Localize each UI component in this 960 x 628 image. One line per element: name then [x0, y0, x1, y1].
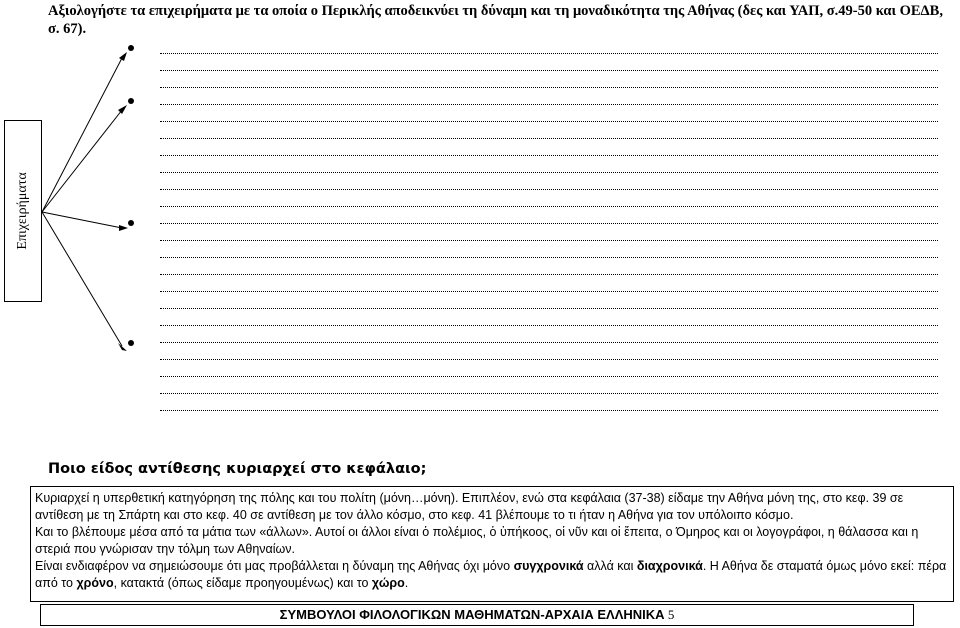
- arguments-label: Επιχειρήματα: [15, 172, 30, 250]
- answer-line[interactable]: [160, 410, 938, 411]
- bullet-2: [128, 98, 134, 104]
- answer-line[interactable]: [160, 393, 938, 394]
- answer-line[interactable]: [160, 138, 938, 139]
- answer-line[interactable]: [160, 308, 938, 309]
- answer-emphasis: συγχρονικά: [513, 559, 584, 573]
- answer-emphasis: χρόνο: [76, 576, 114, 590]
- bullet-3: [128, 220, 134, 226]
- answer-line[interactable]: [160, 240, 938, 241]
- answer-emphasis: διαχρονικά: [636, 559, 703, 573]
- answer-paragraph-2: Και το βλέπουμε μέσα από τα μάτια των «άλλων». Αυτοί οι άλλοι είναι ὁ πολέμιος, ὁ ὑπήκοος, οἱ νῦν και οἱ ἔπειτα, ο Όμηρος και οι λογογράφοι, η θάλασσα και η στεριά που γνώρισαν την τόλμη των Αθηναίων.: [35, 525, 919, 556]
- question-title: Ποιο είδος αντίθεσης κυριαρχεί στο κεφάλαιο;: [48, 461, 427, 477]
- answer-line[interactable]: [160, 53, 938, 54]
- answer-paragraph-1: Κυριαρχεί η υπερθετική κατηγόρηση της πόλης και του πολίτη (μόνη…μόνη). Επιπλέον, ενώ στα κεφάλαια (37-38) είδαμε την Αθήνα μόνη της, στο κεφ. 39 σε αντίθεση με τη Σπάρτη και στο κεφ. 40 σε αντίθεση με τον άλλο κόσμο, στο κεφ. 41 βλέπουμε το τι ήταν η Αθήνα για τον υπόλοιπο κόσμο.: [35, 491, 904, 522]
- answer-line[interactable]: [160, 206, 938, 207]
- bullet-1: [128, 45, 134, 51]
- exercise-heading: Αξιολογήστε τα επιχειρήματα με τα οποία ο Περικλής αποδεικνύει τη δύναμη και τη μοναδικότητα της Αθήνας (δες και ΥΑΠ, σ.49-50 και ΟΕΔΒ, σ. 67).: [48, 3, 943, 37]
- answer-text: . Η Αθήνα δε σταματά όμως μόνο εκεί: πέρα από το: [35, 559, 947, 590]
- answer-line[interactable]: [160, 172, 938, 173]
- answer-emphasis: χώρο: [371, 576, 405, 590]
- answer-box: [30, 486, 954, 602]
- answer-line[interactable]: [160, 325, 938, 326]
- bullet-4: [128, 340, 134, 346]
- page-footer: [40, 604, 914, 626]
- answer-line[interactable]: [160, 104, 938, 105]
- answer-text: αλλά και: [583, 559, 637, 573]
- answer-line[interactable]: [160, 359, 938, 360]
- answer-text: , κατακτά (όπως είδαμε προηγουμένως) και το: [113, 576, 372, 590]
- answer-text: Είναι ενδιαφέρον να σημειώσουμε ότι μας προβάλλεται η δύναμη της Αθήνας όχι μόνο: [35, 559, 514, 573]
- page-number: 5: [667, 607, 675, 622]
- answer-line[interactable]: [160, 257, 938, 258]
- answer-text: .: [404, 576, 409, 590]
- answer-line[interactable]: [160, 223, 938, 224]
- answer-line[interactable]: [160, 155, 938, 156]
- answer-line[interactable]: [160, 291, 938, 292]
- answer-line[interactable]: [160, 87, 938, 88]
- footer-title: ΣΥΜΒΟΥΛΟΙ ΦΙΛΟΛΟΓΙΚΩΝ ΜΑΘΗΜΑΤΩΝ-ΑΡΧΑΙΑ ΕΛΛΗΝΙΚΑ: [279, 607, 665, 622]
- answer-line[interactable]: [160, 121, 938, 122]
- answer-line[interactable]: [160, 189, 938, 190]
- answer-line[interactable]: [160, 274, 938, 275]
- answer-line[interactable]: [160, 70, 938, 71]
- answer-line[interactable]: [160, 376, 938, 377]
- answer-line[interactable]: [160, 342, 938, 343]
- answer-paragraph-3: [35, 558, 949, 592]
